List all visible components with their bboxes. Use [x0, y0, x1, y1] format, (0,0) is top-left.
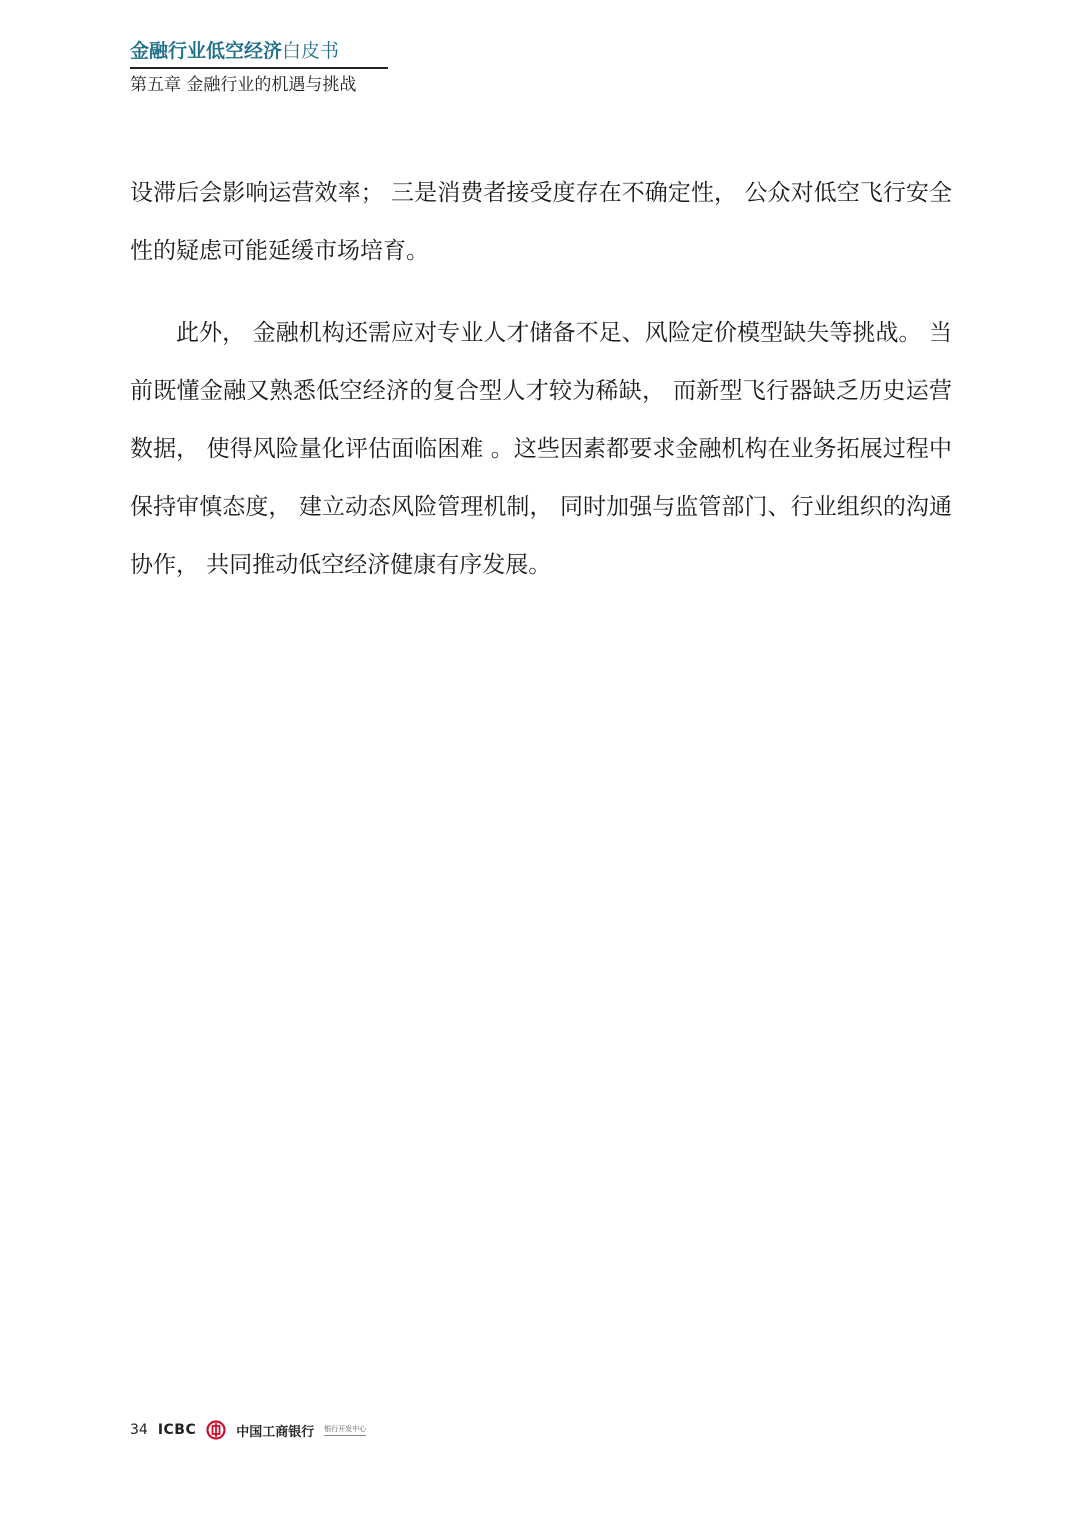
- body-text: [130, 164, 952, 594]
- page-number: 34: [130, 1422, 148, 1438]
- chapter-title: 第五章 金融行业的机遇与挑战: [130, 75, 357, 95]
- header-divider: [130, 67, 388, 69]
- page-footer: [130, 1416, 366, 1444]
- bank-subtitle: 银行开发中心: [324, 1424, 366, 1436]
- paragraph: 此外， 金融机构还需应对专业人才储备不足、风险定价模型缺失等挑战。 当前既懂金融又熟悉低空经济的复合型人才较为稀缺， 而新型飞行器缺乏历史运营数据， 使得风险量化评估面临困难 。这些因素都要求金融机构在业务拓展过程中保持审慎态度， 建立动态风险管理机制， 同时加强与监管部门、行业组织的沟通协作， 共同推动低空经济健康有序发展。: [130, 320, 952, 578]
- document-title-bold: 金融行业低空经济: [130, 40, 283, 62]
- document-title-light: 白皮书: [282, 40, 340, 62]
- icbc-logo-icon: [206, 1420, 226, 1440]
- document-title: [130, 38, 390, 64]
- bank-name: 中国工商银行: [236, 1424, 315, 1440]
- paragraph: 设滞后会影响运营效率； 三是消费者接受度存在不确定性， 公众对低空飞行安全性的疑虑可能延缓市场培育。: [130, 180, 952, 264]
- page-header: [130, 38, 390, 98]
- brand-wordmark: ICBC: [157, 1422, 197, 1438]
